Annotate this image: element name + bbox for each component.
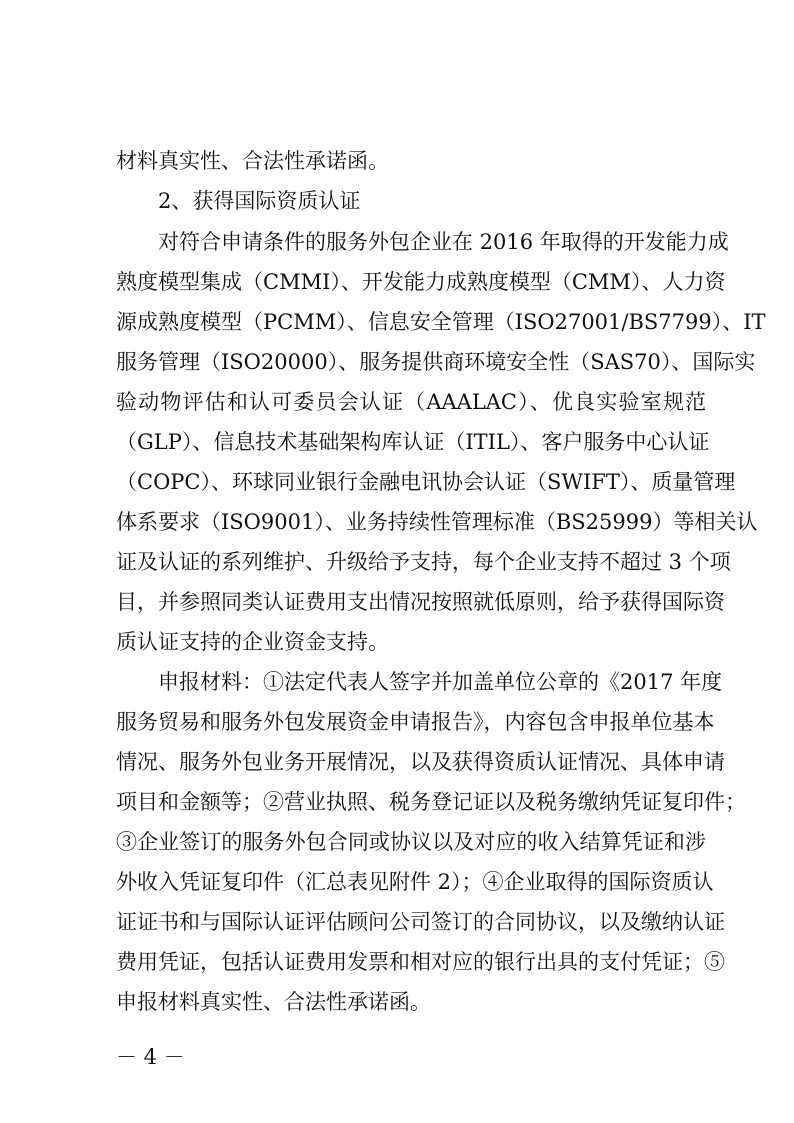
text-line: 证及认证的系列维护、升级给予支持，每个企业支持不超过 3 个项	[116, 550, 731, 574]
text-line: 申报材料真实性、合法性承诺函。	[116, 990, 431, 1014]
text-line: 情况、服务外包业务开展情况，以及获得资质认证情况、具体申请	[116, 750, 725, 774]
text-line: 对符合申请条件的服务外包企业在 2016 年取得的开发能力成	[158, 230, 729, 254]
section-heading: 2、获得国际资质认证	[158, 189, 361, 213]
text-line: 服务管理（ISO20000）、服务提供商环境安全性（SAS70）、国际实	[116, 350, 756, 374]
text-line: 体系要求（ISO9001）、业务持续性管理标准（BS25999）等相关认	[116, 510, 758, 534]
text-line: 证证书和与国际认证评估顾问公司签订的合同协议，以及缴纳认证	[116, 910, 725, 934]
text-line: 验动物评估和认可委员会认证（AAALAC）、优良实验室规范	[116, 390, 706, 414]
text-line: ③企业签订的服务外包合同或协议以及对应的收入结算凭证和涉	[116, 830, 706, 854]
text-line: （COPC）、环球同业银行金融电讯协会认证（SWIFT）、质量管理	[116, 470, 736, 494]
text-line: 熟度模型集成（CMMI）、开发能力成熟度模型（CMM）、人力资	[116, 270, 726, 294]
text-line: 项目和金额等；②营业执照、税务登记证以及税务缴纳凭证复印件；	[116, 790, 746, 814]
text-line: 目，并参照同类认证费用支出情况按照就低原则，给予获得国际资	[116, 590, 725, 614]
text-line: 费用凭证，包括认证费用发票和相对应的银行出具的支付凭证；⑤	[116, 950, 725, 974]
text-line: 申报材料：①法定代表人签字并加盖单位公章的《2017 年度	[158, 670, 723, 694]
page-number: － 4 －	[116, 1045, 185, 1069]
text-line: 材料真实性、合法性承诺函。	[116, 149, 389, 173]
text-line: 源成熟度模型（PCMM）、信息安全管理（ISO27001/BS7799）、IT	[116, 310, 766, 334]
text-line: （GLP）、信息技术基础架构库认证（ITIL）、客户服务中心认证	[116, 430, 710, 454]
text-line: 质认证支持的企业资金支持。	[116, 630, 389, 654]
text-line: 服务贸易和服务外包发展资金申请报告》，内容包含申报单位基本	[116, 710, 715, 734]
text-line: 外收入凭证复印件（汇总表见附件 2）；④企业取得的国际资质认	[116, 870, 714, 894]
